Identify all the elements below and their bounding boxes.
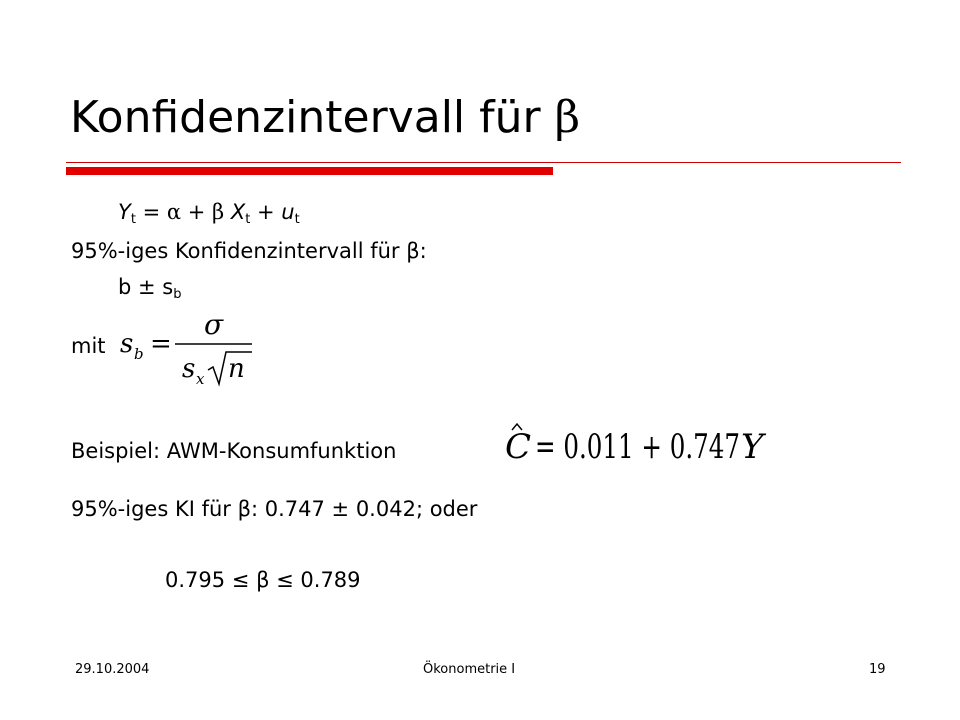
- model-u: u: [281, 200, 295, 224]
- example-label: Beispiel: AWM-Konsumfunktion: [71, 439, 397, 463]
- formula-y: Y: [741, 427, 764, 466]
- formula-s: s: [120, 329, 134, 359]
- model-alpha: α: [166, 200, 182, 224]
- model-u-sub: t: [294, 212, 300, 227]
- footer-page-number: 19: [869, 662, 886, 677]
- formula-sigma: σ: [204, 310, 224, 341]
- formula-den-sub: x: [196, 370, 205, 388]
- model-plus-2: +: [250, 200, 282, 224]
- formula-c: C: [505, 427, 532, 466]
- slide-title: [70, 92, 581, 143]
- interval-expression: [118, 277, 181, 301]
- formula-den-n: n: [228, 354, 245, 384]
- model-y-sub: t: [130, 212, 136, 227]
- formula-den-s: s: [182, 354, 196, 384]
- consumption-function-formula: [500, 422, 770, 466]
- interval-expr-main: b ± s: [118, 275, 174, 299]
- range-line: 0.795 ≤ β ≤ 0.789: [165, 568, 361, 592]
- mit-label: mit: [71, 334, 106, 358]
- model-x: X: [224, 200, 246, 224]
- model-beta: β: [212, 200, 225, 224]
- model-equation: [118, 202, 300, 226]
- model-plus-1: +: [181, 200, 213, 224]
- title-text: Konfidenzintervall für: [70, 92, 555, 143]
- model-y: Y: [118, 200, 131, 224]
- standard-error-formula: [120, 310, 260, 390]
- title-beta-symbol: β: [554, 92, 581, 143]
- formula-s-sub: b: [134, 345, 144, 363]
- footer-date: 29.10.2004: [75, 662, 150, 677]
- ki-line: 95%-iges KI für β: 0.747 ± 0.042; oder: [71, 497, 478, 521]
- formula-rhs: = 0.011 + 0.747: [535, 427, 740, 466]
- model-equals: =: [135, 200, 167, 224]
- model-x-sub: t: [245, 212, 251, 227]
- formula-equals: =: [150, 329, 172, 359]
- title-divider-thick: [66, 167, 553, 175]
- interval-label: 95%-iges Konfidenzintervall für β:: [71, 239, 427, 263]
- interval-expr-sub: b: [173, 287, 182, 302]
- footer-course: Ökonometrie I: [423, 662, 516, 677]
- title-divider-thin: [66, 162, 901, 163]
